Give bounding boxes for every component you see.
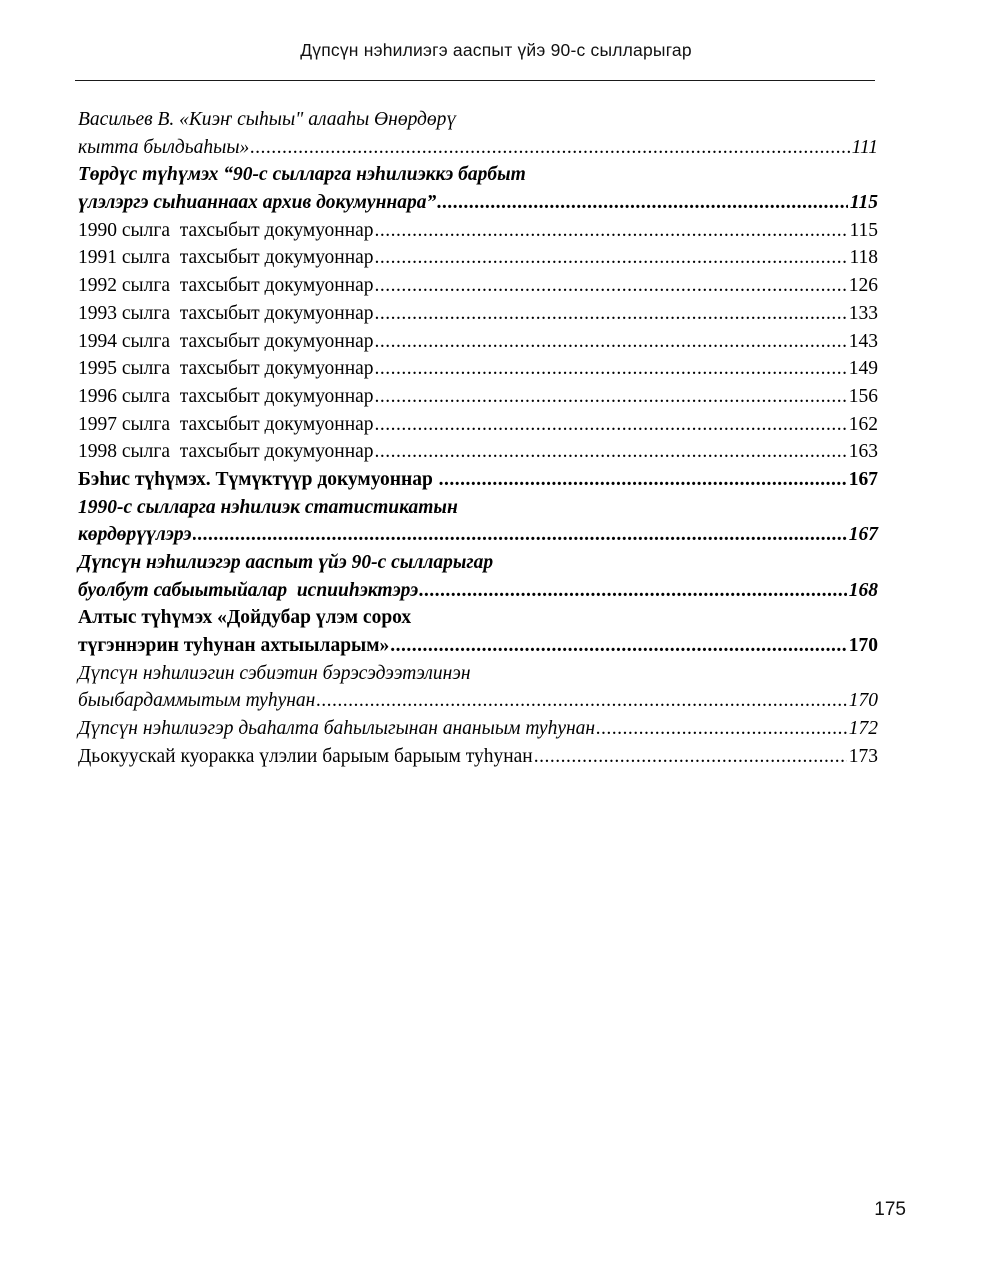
toc-entry-line: [78, 411, 878, 439]
page-number: 175: [874, 1199, 906, 1220]
toc-entry-title: быыбардаммытым туһунан: [78, 690, 316, 712]
toc-page-number: 172: [848, 718, 878, 740]
toc-entry[interactable]: [78, 272, 878, 300]
toc-entry[interactable]: [78, 411, 878, 439]
toc-entry-line: [78, 549, 878, 577]
toc-leader-dots: [375, 411, 847, 439]
toc-entry-title: үлэлэргэ сыһианнаах архив докумуннара”: [78, 192, 437, 214]
toc-page-number: 133: [848, 302, 878, 324]
toc-page-number: 162: [848, 413, 878, 435]
toc-entry-title: Бэһис түһүмэх. Түмүктүүр докумуоннар: [78, 468, 438, 490]
toc-entry-line: [78, 660, 878, 688]
toc-entry-title: 1991 сылга тахсыбыт докумуоннар: [78, 247, 374, 269]
toc-page-number: 149: [848, 358, 878, 380]
toc-entry-title: Дүпсүн нэһилиэгэр дьаһалта баһылыгынан ананыым туһунан: [78, 718, 596, 740]
toc-entry-title: 1990 сылга тахсыбыт докумуоннар: [78, 219, 374, 241]
toc-entry-title: көрдөрүүлэрэ: [78, 524, 192, 546]
toc-entry-line: [78, 189, 878, 217]
toc-page-number: 167: [848, 524, 878, 546]
toc-entry-line: [78, 300, 878, 328]
toc-entry-line: [78, 328, 878, 356]
toc-entry-line: [78, 604, 878, 632]
toc-entry-title: буолбут сабыытыйалар испииһэктэрэ: [78, 579, 419, 601]
toc-entry-line: [78, 244, 878, 272]
toc-entry[interactable]: [78, 438, 878, 466]
toc-entry-title: түгэннэрин туһунан ахтыыларым»: [78, 635, 390, 657]
toc-page-number: 111: [851, 136, 878, 158]
toc-entry[interactable]: [78, 660, 878, 715]
toc-leader-dots: [375, 355, 847, 383]
toc-entry-title: 1993 сылга тахсыбыт докумуоннар: [78, 302, 374, 324]
toc-entry-line: [78, 521, 878, 549]
toc-page-number: 126: [848, 275, 878, 297]
toc-entry-line: [78, 355, 878, 383]
toc-entry-line: [78, 632, 878, 660]
toc-entry[interactable]: [78, 466, 878, 494]
toc-entry[interactable]: [78, 106, 878, 161]
toc-entry[interactable]: [78, 217, 878, 245]
toc-leader-dots: [375, 438, 847, 466]
toc-leader-dots: [193, 521, 847, 549]
toc-leader-dots: [375, 244, 848, 272]
toc-entry[interactable]: [78, 244, 878, 272]
toc-entry[interactable]: [78, 383, 878, 411]
toc-entry-line: [78, 577, 878, 605]
header-divider: [75, 80, 875, 81]
toc-leader-dots: [534, 743, 847, 771]
toc-entry[interactable]: [78, 355, 878, 383]
running-head: Дүпсүн нэһилиэгэ ааспыт үйэ 90-с сылларыгар: [300, 40, 692, 60]
toc-entry-title: 1990-с сылларга нэһилиэк статистикатын: [78, 496, 458, 518]
toc-entry-title: Дүпсүн нэһилиэгин сэбиэтин бэрэсэдээтэлинэн: [78, 662, 471, 684]
toc-leader-dots: [596, 715, 847, 743]
toc-entry-title: 1995 сылга тахсыбыт докумуоннар: [78, 358, 374, 380]
toc-entry[interactable]: [78, 161, 878, 216]
toc-entry[interactable]: [78, 604, 878, 659]
toc-entry-line: [78, 272, 878, 300]
toc-page-number: 170: [848, 690, 878, 712]
toc-leader-dots: [437, 189, 848, 217]
toc-entry-line: [78, 383, 878, 411]
toc-page-number: 173: [848, 745, 878, 767]
toc-entry-line: [78, 494, 878, 522]
toc-entry[interactable]: [78, 328, 878, 356]
toc-entry-line: [78, 217, 878, 245]
toc-leader-dots: [439, 466, 847, 494]
toc-page-number: 115: [849, 219, 878, 241]
toc-entry-line: [78, 161, 878, 189]
toc-entry-line: [78, 466, 878, 494]
toc-entry-title: кытта былдьаһыы»: [78, 136, 250, 158]
toc-entry-title: Төрдүс түһүмэх “90-с сылларга нэһилиэккэ барбыт: [78, 164, 526, 186]
toc-entry-line: [78, 438, 878, 466]
table-of-contents: [78, 106, 878, 771]
toc-leader-dots: [250, 134, 849, 162]
toc-entry-title: 1997 сылга тахсыбыт докумуоннар: [78, 413, 374, 435]
toc-leader-dots: [419, 577, 846, 605]
toc-entry[interactable]: [78, 743, 878, 771]
toc-page-number: 143: [848, 330, 878, 352]
toc-entry-title: 1998 сылга тахсыбыт докумуоннар: [78, 441, 374, 463]
toc-page-number: 167: [848, 468, 878, 490]
toc-entry[interactable]: [78, 300, 878, 328]
toc-leader-dots: [375, 328, 847, 356]
toc-page-number: 156: [848, 385, 878, 407]
toc-leader-dots: [316, 687, 846, 715]
toc-entry[interactable]: [78, 494, 878, 549]
toc-leader-dots: [375, 300, 847, 328]
toc-page-number: 118: [849, 247, 878, 269]
toc-entry-title: Васильев В. «Киэҥ сыһыы" алааһы Өнөрдөрү: [78, 109, 457, 130]
toc-entry-line: [78, 743, 878, 771]
toc-leader-dots: [375, 272, 847, 300]
toc-entry-line: [78, 687, 878, 715]
toc-page-number: 163: [848, 441, 878, 463]
toc-entry-title: 1996 сылга тахсыбыт докумуоннар: [78, 385, 374, 407]
toc-page-number: 168: [848, 579, 878, 601]
toc-entry-title: Дүпсүн нэһилиэгэр ааспыт үйэ 90-с сылларыгар: [78, 552, 494, 573]
toc-entry-line: [78, 134, 878, 162]
toc-entry-line: [78, 715, 878, 743]
toc-entry-line: [78, 106, 878, 134]
toc-entry-title: Алтыс түһүмэх «Дойдубар үлэм сорох: [78, 607, 412, 629]
toc-leader-dots: [375, 383, 847, 411]
toc-page-number: 115: [849, 192, 878, 214]
toc-entry-title: 1994 сылга тахсыбыт докумуоннар: [78, 330, 374, 352]
toc-entry[interactable]: [78, 549, 878, 604]
toc-page-number: 170: [848, 635, 878, 657]
toc-entry[interactable]: [78, 715, 878, 743]
toc-entry-title: 1992 сылга тахсыбыт докумуоннар: [78, 275, 374, 297]
toc-leader-dots: [390, 632, 846, 660]
toc-entry-title: Дьокуускай куоракка үлэлии барыым барыым туһунан: [78, 745, 533, 767]
toc-leader-dots: [375, 217, 848, 245]
